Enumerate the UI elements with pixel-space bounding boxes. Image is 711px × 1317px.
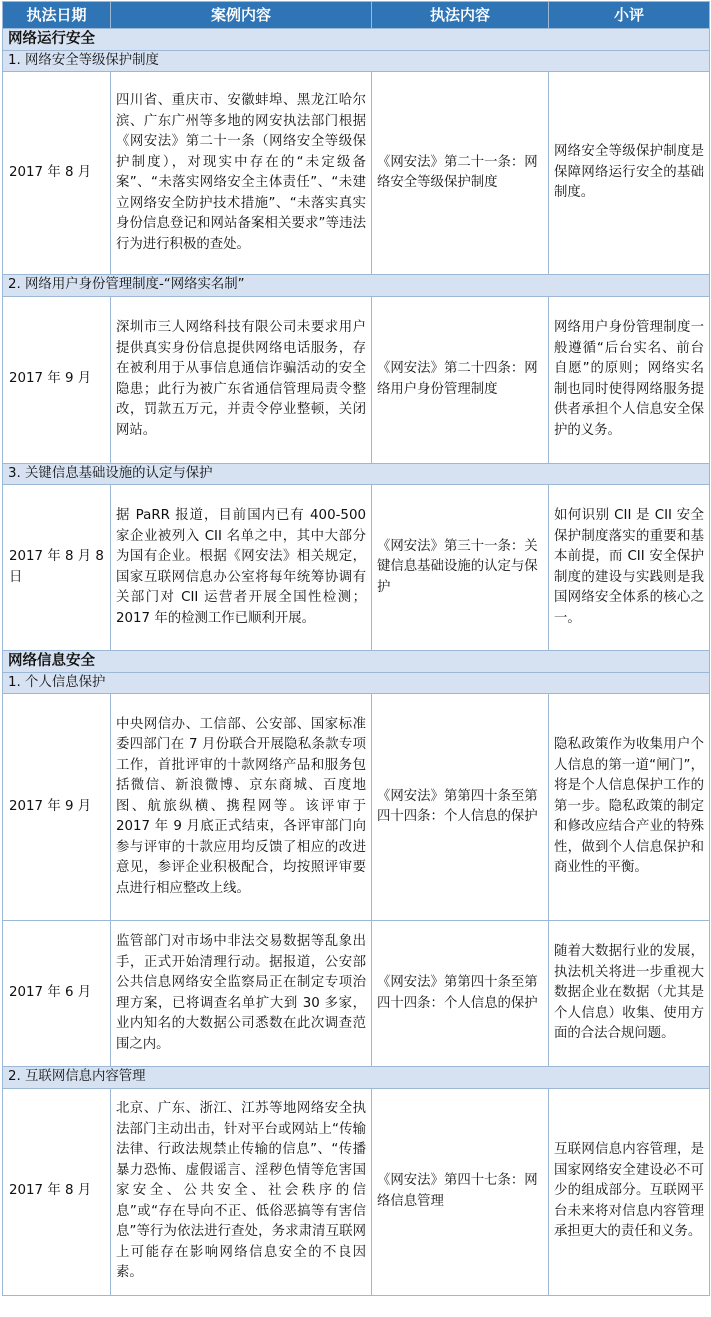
- table-row: [3, 296, 710, 463]
- case-date: 2017 年 9 月: [3, 296, 111, 463]
- table-row: [3, 72, 710, 275]
- law-reference: 《网安法》第第四十条至第四十四条：个人信息的保护: [372, 694, 549, 921]
- case-comment: 网络安全等级保护制度是保障网络运行安全的基础制度。: [549, 72, 710, 275]
- law-reference: 《网安法》第二十四条：网络用户身份管理制度: [372, 296, 549, 463]
- subsection-row: [3, 463, 710, 485]
- subsection-row: [3, 1067, 710, 1089]
- header-comment: 小评: [549, 2, 710, 29]
- header-case: 案例内容: [111, 2, 372, 29]
- case-date: 2017 年 8 月: [3, 1088, 111, 1295]
- case-comment: 如何识别 CII 是 CII 安全保护制度落实的重要和基本前提，而 CII 安全保护制度的建设与实践则是我国网络安全体系的核心之一。: [549, 485, 710, 651]
- case-comment: 隐私政策作为收集用户个人信息的第一道“闸门”，将是个人信息保护工作的第一步。隐私政策的制定和修改应结合产业的特殊性，做到个人信息保护和商业性的平衡。: [549, 694, 710, 921]
- case-content: 四川省、重庆市、安徽蚌埠、黑龙江哈尔滨、广东广州等多地的网安执法部门根据《网安法》第二十一条（网络安全等级保护制度），对现实中存在的“未定级备案”、“未落实网络安全主体责任”、“未建立网络安全防护技术措施”、“未落实真实身份信息登记和网站备案相关要求”等违法行为进行积极的查处。: [111, 72, 372, 275]
- case-comment: 互联网信息内容管理，是国家网络安全建设必不可少的组成部分。互联网平台未来将对信息内容管理承担更大的责任和义务。: [549, 1088, 710, 1295]
- enforcement-cases-table: [2, 1, 710, 1296]
- case-content: 深圳市三人网络科技有限公司未要求用户提供真实身份信息提供网络电话服务，存在被利用于从事信息通信诈骗活动的安全隐患；此行为被广东省通信管理局责令整改，罚款五万元，并责令停业整顿，关闭网站。: [111, 296, 372, 463]
- table-row: [3, 694, 710, 921]
- case-content: 据 PaRR 报道，目前国内已有 400-500 家企业被列入 CII 名单之中，其中大部分为国有企业。根据《网安法》相关规定，国家互联网信息办公室将每年统筹协调有关部门对 CII 运营者开展全国性检测；2017 年的检测工作已顺利开展。: [111, 485, 372, 651]
- header-date: 执法日期: [3, 2, 111, 29]
- case-comment: 随着大数据行业的发展，执法机关将进一步重视大数据企业在数据（尤其是个人信息）收集、使用方面的合法合规问题。: [549, 921, 710, 1067]
- subsection-row: [3, 275, 710, 297]
- subsection-title: 3. 关键信息基础设施的认定与保护: [3, 463, 710, 485]
- subsection-title: 2. 互联网信息内容管理: [3, 1067, 710, 1089]
- law-reference: 《网安法》第三十一条：关键信息基础设施的认定与保护: [372, 485, 549, 651]
- case-date: 2017 年 8 月: [3, 72, 111, 275]
- subsection-row: [3, 50, 710, 72]
- table-row: [3, 485, 710, 651]
- law-reference: 《网安法》第四十七条：网络信息管理: [372, 1088, 549, 1295]
- subsection-row: [3, 672, 710, 694]
- section-title: 网络运行安全: [3, 29, 710, 51]
- section-row: [3, 651, 710, 673]
- case-content: 中央网信办、工信部、公安部、国家标准委四部门在 7 月份联合开展隐私条款专项工作，首批评审的十款网络产品和服务包括微信、新浪微博、京东商城、百度地图、航旅纵横、携程网等。该评审于 2017 年 9 月底正式结束，各评审部门向参与评审的十款应用均反馈了相应的改进意见，参评企业积极配合，均按照评审要点进行相应整改上线。: [111, 694, 372, 921]
- law-reference: 《网安法》第二十一条：网络安全等级保护制度: [372, 72, 549, 275]
- case-date: 2017 年 9 月: [3, 694, 111, 921]
- table-row: [3, 921, 710, 1067]
- section-title: 网络信息安全: [3, 651, 710, 673]
- subsection-title: 2. 网络用户身份管理制度-“网络实名制”: [3, 275, 710, 297]
- subsection-title: 1. 网络安全等级保护制度: [3, 50, 710, 72]
- header-law: 执法内容: [372, 2, 549, 29]
- case-content: 监管部门对市场中非法交易数据等乱象出手，正式开始清理行动。据报道，公安部公共信息网络安全监察局正在制定专项治理方案，已将调查名单扩大到 30 多家，业内知名的大数据公司悉数在此次调查范围之内。: [111, 921, 372, 1067]
- case-date: 2017 年 8 月 8 日: [3, 485, 111, 651]
- case-content: 北京、广东、浙江、江苏等地网络安全执法部门主动出击，针对平台或网站上“传输法律、行政法规禁止传输的信息”、“传播暴力恐怖、虚假谣言、淫秽色情等危害国家安全、公共安全、社会秩序的信息”或“存在导向不正、低俗恶搞等有害信息”等行为依法进行查处，务求肃清互联网上可能存在影响网络信息安全的不良因素。: [111, 1088, 372, 1295]
- section-row: [3, 29, 710, 51]
- table-row: [3, 1088, 710, 1295]
- case-date: 2017 年 6 月: [3, 921, 111, 1067]
- subsection-title: 1. 个人信息保护: [3, 672, 710, 694]
- case-comment: 网络用户身份管理制度一般遵循“后台实名、前台自愿”的原则；网络实名制也同时使得网络服务提供者承担个人信息安全保护的义务。: [549, 296, 710, 463]
- header-row: [3, 2, 710, 29]
- law-reference: 《网安法》第第四十条至第四十四条：个人信息的保护: [372, 921, 549, 1067]
